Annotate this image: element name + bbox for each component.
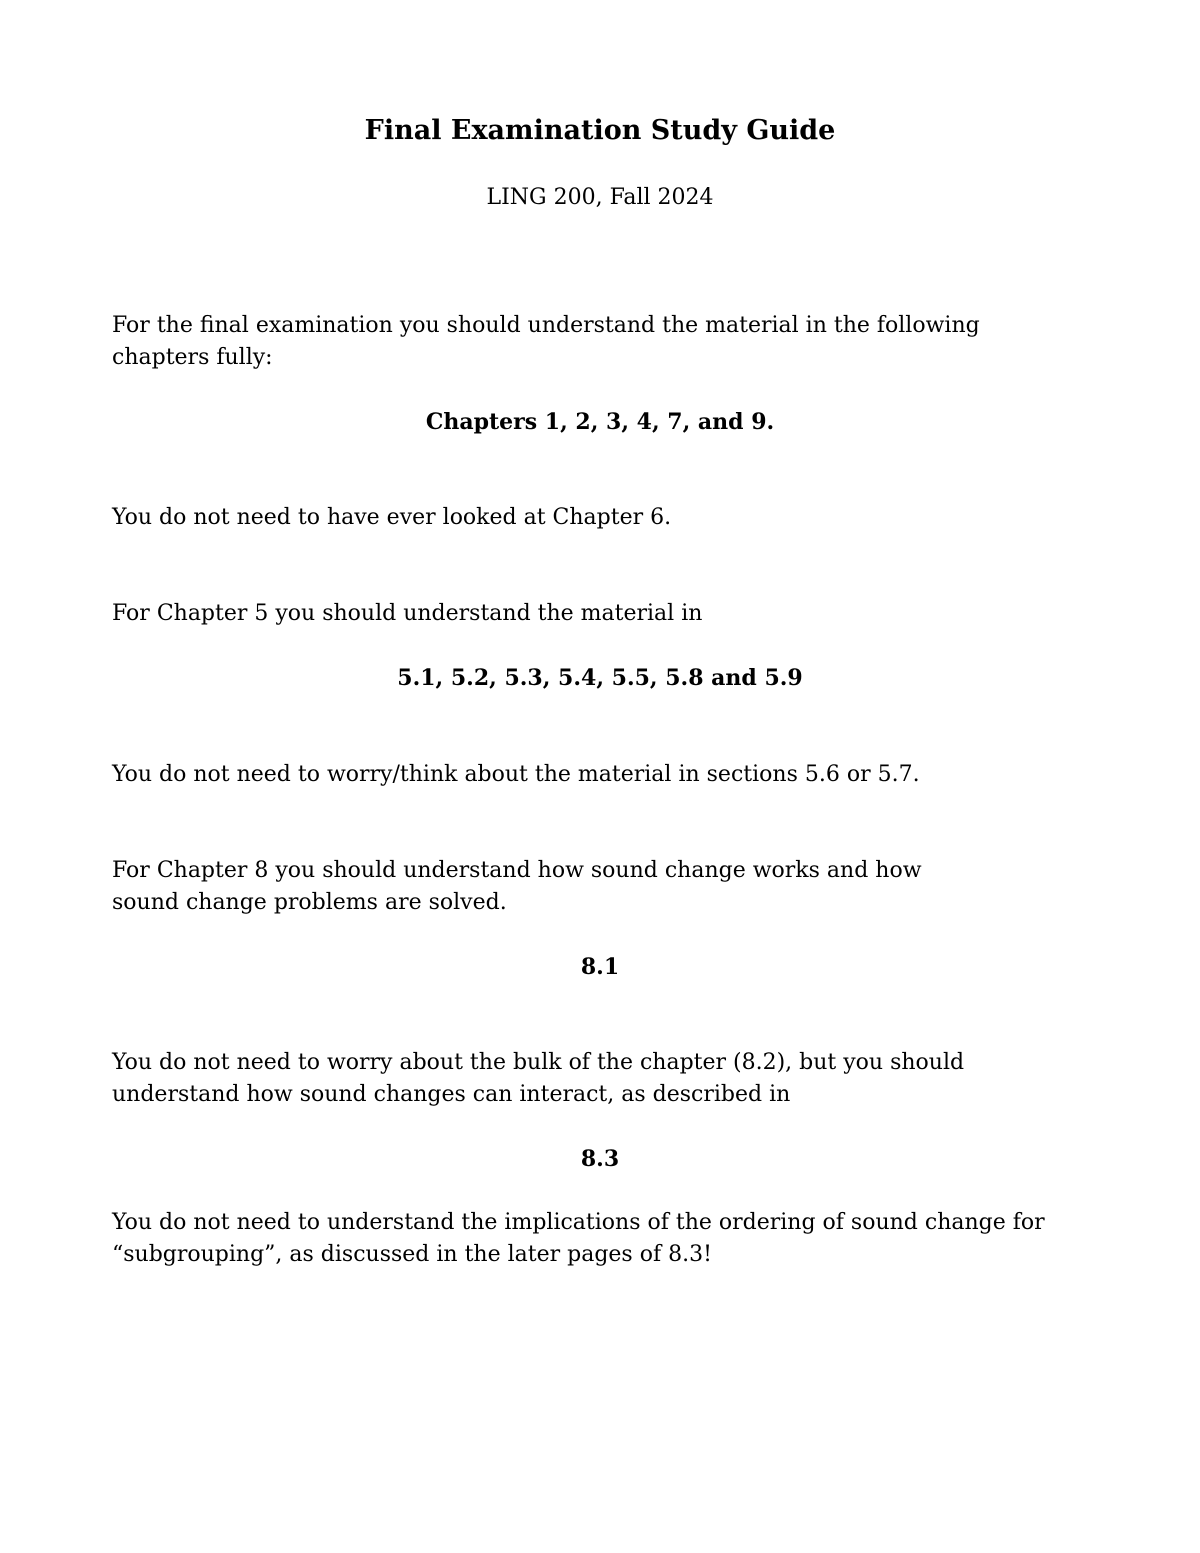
paragraph-chapter-6: You do not need to have ever looked at Chapter 6. bbox=[112, 505, 672, 530]
paragraph-line: For Chapter 8 you should understand how sound change works and how bbox=[112, 858, 922, 883]
paragraph-line: You do not need to understand the implications of the ordering of sound change for bbox=[112, 1210, 1045, 1235]
paragraph-line: understand how sound changes can interact, as described in bbox=[112, 1082, 791, 1107]
paragraph-line: sound change problems are solved. bbox=[112, 890, 507, 915]
section-8-1-emphasis: 8.1 bbox=[580, 954, 620, 980]
course-subtitle: LING 200, Fall 2024 bbox=[486, 185, 714, 210]
paragraph-line: For the final examination you should understand the material in the following bbox=[112, 313, 980, 338]
paragraph-chapter-5: For Chapter 5 you should understand the material in bbox=[112, 601, 703, 626]
paragraph-line: chapters fully: bbox=[112, 345, 273, 370]
paragraph-line: You do not need to worry about the bulk of the chapter (8.2), but you should bbox=[112, 1050, 965, 1075]
section-8-3-emphasis: 8.3 bbox=[580, 1146, 620, 1172]
paragraph-sections-5-6-5-7: You do not need to worry/think about the material in sections 5.6 or 5.7. bbox=[112, 762, 920, 787]
paragraph-line: “subgrouping”, as discussed in the later pages of 8.3! bbox=[112, 1242, 712, 1267]
chapter-5-sections-emphasis: 5.1, 5.2, 5.3, 5.4, 5.5, 5.8 and 5.9 bbox=[397, 665, 803, 691]
page-title: Final Examination Study Guide bbox=[364, 115, 836, 146]
chapters-emphasis: Chapters 1, 2, 3, 4, 7, and 9. bbox=[425, 409, 775, 435]
